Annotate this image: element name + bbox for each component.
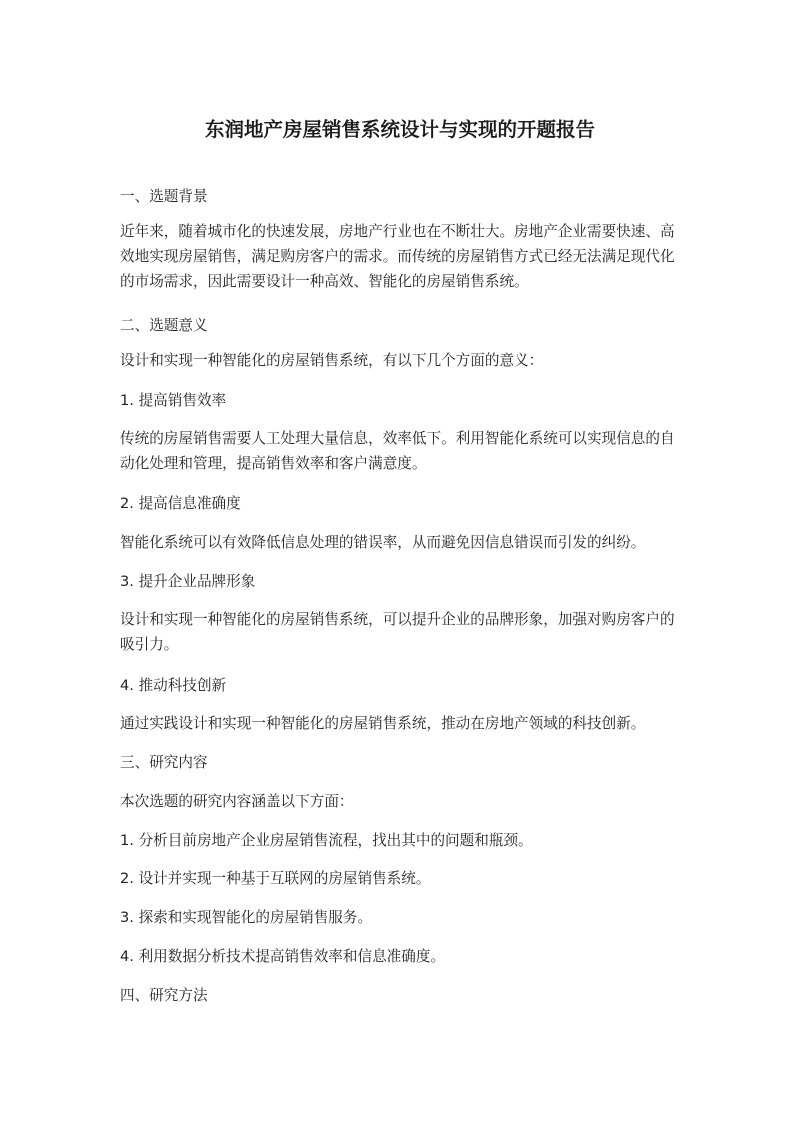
paragraph-point-4: 通过实践设计和实现一种智能化的房屋销售系统，推动在房地产领域的科技创新。	[120, 715, 646, 732]
list-item-content-2: 2. 设计并实现一种基于互联网的房屋销售系统。	[120, 870, 431, 887]
list-item-content-1: 1. 分析目前房地产企业房屋销售流程，找出其中的问题和瓶颈。	[120, 832, 533, 849]
document-title: 东润地产房屋销售系统设计与实现的开题报告	[204, 118, 595, 141]
paragraph-point-2: 智能化系统可以有效降低信息处理的错误率，从而避免因信息错误而引发的纠纷。	[120, 534, 646, 551]
paragraph-significance-intro: 设计和实现一种智能化的房屋销售系统，有以下几个方面的意义：	[120, 352, 544, 369]
point-heading-4: 4. 推动科技创新	[120, 677, 227, 694]
paragraph-background: 近年来，随着城市化的快速发展，房地产行业也在不断壮大。房地产企业需要快速、高效地实现房屋销售，满足购房客户的需求。而传统的房屋销售方式已经无法满足现代化的市场需求，因此需要设计一种高效、智能化的房屋销售系统。	[120, 223, 675, 290]
section-heading-method: 四、研究方法	[120, 987, 208, 1004]
paragraph-content-intro: 本次选题的研究内容涵盖以下方面：	[120, 793, 354, 810]
point-heading-3: 3. 提升企业品牌形象	[120, 573, 256, 590]
point-heading-2: 2. 提高信息准确度	[120, 495, 241, 512]
paragraph-point-1: 传统的房屋销售需要人工处理大量信息，效率低下。利用智能化系统可以实现信息的自动化处理和管理，提高销售效率和客户满意度。	[120, 430, 675, 472]
list-item-content-4: 4. 利用数据分析技术提高销售效率和信息准确度。	[120, 948, 446, 965]
paragraph-point-3: 设计和实现一种智能化的房屋销售系统，可以提升企业的品牌形象，加强对购房客户的吸引力。	[120, 611, 675, 653]
section-heading-background: 一、选题背景	[120, 188, 208, 205]
point-heading-1: 1. 提高销售效率	[120, 392, 227, 409]
section-heading-significance: 二、选题意义	[120, 317, 208, 334]
list-item-content-3: 3. 探索和实现智能化的房屋销售服务。	[120, 909, 373, 926]
section-heading-content: 三、研究内容	[120, 754, 208, 771]
